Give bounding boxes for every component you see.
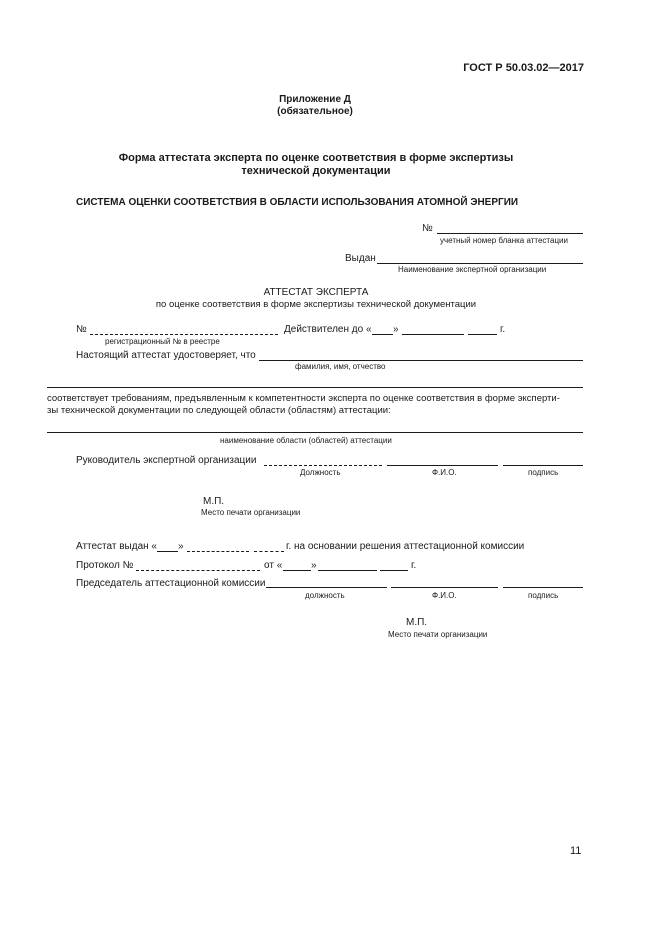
appendix-note: (обязательное) [277, 106, 353, 117]
stamp2-caption: Место печати организации [388, 630, 488, 639]
attestation-area-field[interactable] [47, 432, 583, 433]
issued-by-label: Выдан [345, 253, 376, 264]
valid-day-field[interactable] [372, 334, 393, 335]
valid-month-field[interactable] [402, 334, 464, 335]
stamp1-caption: Место печати организации [201, 508, 301, 517]
protocol-label: Протокол № [76, 560, 134, 571]
blank-number-field[interactable] [437, 233, 583, 234]
registry-number-field[interactable] [90, 334, 278, 335]
issued-by-field[interactable] [377, 263, 583, 264]
head-name-field[interactable] [387, 465, 498, 466]
compliance-line2: зы технической документации по следующей области (областям) аттестации: [47, 405, 391, 416]
blank-number-caption: учетный номер бланка аттестации [440, 236, 568, 245]
certificate-title: АТТЕСТАТ ЭКСПЕРТА [263, 287, 369, 298]
name-continuation-field[interactable] [47, 387, 583, 388]
chairman-signature-field[interactable] [503, 587, 583, 588]
blank-number-label: № [422, 223, 433, 234]
head-signature-field[interactable] [503, 465, 583, 466]
issued-year-field[interactable] [254, 551, 284, 552]
valid-until-label: Действителен до « [284, 324, 372, 335]
issued-day-field[interactable] [157, 551, 178, 552]
issued-month-field[interactable] [187, 551, 249, 552]
chairman-signature-caption: подпись [528, 591, 559, 600]
head-name-caption: Ф.И.О. [432, 468, 457, 477]
head-signature-caption: подпись [528, 468, 559, 477]
stamp2-mp: М.П. [406, 617, 428, 628]
issued-date-suffix: г. на основании решения аттестационной комиссии [286, 541, 525, 552]
chairman-position-field[interactable] [266, 587, 387, 588]
chairman-position-caption: должность [305, 591, 345, 600]
page-number: 11 [570, 845, 582, 857]
valid-year-field[interactable] [468, 334, 497, 335]
valid-year-suffix: г. [500, 324, 506, 335]
appendix-title: Приложение Д [279, 94, 351, 105]
registry-number-label: № [76, 324, 87, 335]
standard-number: ГОСТ Р 50.03.02—2017 [463, 62, 584, 74]
certificate-subtitle: по оценке соответствия в форме экспертизы технической документации [155, 299, 477, 310]
system-title: СИСТЕМА ОЦЕНКИ СООТВЕТСТВИЯ В ОБЛАСТИ ИСПОЛЬЗОВАНИЯ АТОМНОЙ ЭНЕРГИИ [76, 197, 519, 208]
protocol-year-suffix: г. [411, 560, 417, 571]
chairman-name-caption: Ф.И.О. [432, 591, 457, 600]
head-position-field[interactable] [264, 465, 382, 466]
protocol-number-field[interactable] [136, 570, 260, 571]
compliance-line1: соответствует требованиям, предъявленным к компетентности эксперта по оценке соответствия в форме эксперти- [47, 393, 560, 404]
chairman-name-field[interactable] [391, 587, 498, 588]
form-title-line2: технической документации [241, 165, 391, 177]
registry-number-caption: регистрационный № в реестре [105, 337, 220, 346]
full-name-caption: фамилия, имя, отчество [295, 362, 386, 371]
stamp1-mp: М.П. [203, 496, 225, 507]
head-org-label: Руководитель экспертной организации [76, 455, 257, 466]
issued-by-caption: Наименование экспертной организации [398, 265, 547, 274]
valid-day-close-quote: » [393, 324, 399, 335]
protocol-day-close-quote: » [311, 560, 317, 571]
protocol-day-field[interactable] [283, 570, 311, 571]
issued-date-label: Аттестат выдан « [76, 541, 157, 552]
chairman-label: Председатель аттестационной комиссии [76, 578, 266, 589]
certifies-label: Настоящий аттестат удостоверяет, что [76, 350, 256, 361]
form-title-line1: Форма аттестата эксперта по оценке соответствия в форме экспертизы [118, 152, 514, 164]
protocol-month-field[interactable] [318, 570, 377, 571]
head-position-caption: Должность [300, 468, 341, 477]
full-name-field[interactable] [259, 360, 583, 361]
issued-day-close-quote: » [178, 541, 184, 552]
attestation-area-caption: наименование области (областей) аттестации [220, 436, 392, 445]
protocol-from-label: от « [264, 560, 283, 571]
protocol-year-field[interactable] [380, 570, 408, 571]
